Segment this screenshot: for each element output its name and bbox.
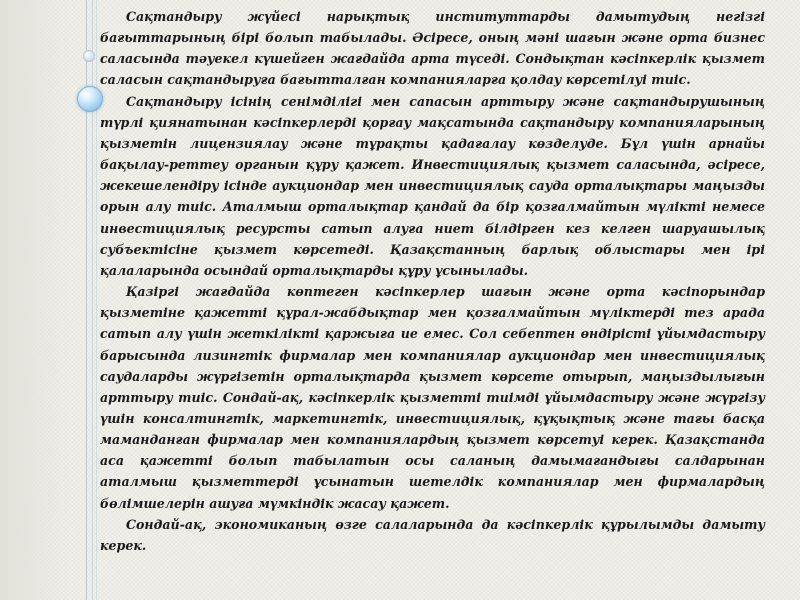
text-body [100, 6, 765, 556]
slide-left-band [0, 0, 70, 600]
paragraph-4: Сондай-ақ, экономиканың өзге салаларында да кәсіпкерлік құрылымды дамыту керек. [100, 516, 765, 553]
paragraph-2: Сақтандыру ісінің сенімділігі мен сапасын арттыру және сақтандырушының түрлі қиянатынан кәсіпкерлерді қорғау мақсатында сақтандыру компанияларының қызметін лицензиялау және тұрақты қадағалау көзделуде. Бұл үшін арнайы бақылау-реттеу органын құру қажет. Инвестициялық қызмет саласында, әсіресе, жекешелендіру ісінде аукциондар мен инвестициялық сауда орталықтары маңызды орын алу тиіс. Аталмыш орталықтар қандай да бір қозғалмайтын мүлікті немесе инвестициялық ресурсты сатып алуға ниет білдірген кез келген шаруашылық субъектісіне қызмет көрсетеді. Қазақстанның барлық облыстары мен ірі қалаларында осындай орталықтарды құру ұсынылады. [100, 93, 765, 278]
paragraph-3: Қазіргі жағдайда көптеген кәсіпкерлер шағын және орта кәсіпорындар қызметіне қажетті құрал-жабдықтар мен қозғалмайтын мүліктерді тез арада сатып алу үшін жеткілікті қаржыға ие емес. Сол себептен өндірісті ұйымдастыру барысында лизингтік фирмалар мен компаниялар аукциондар мен инвестициялық саудаларды жүргізетін орталықтарда қызмет көрсете отырып, маңыздылығын арттыру тиіс. Сондай-ақ, кәсіпкерлік қызметті тиімді ұйымдастыру және жүргізу үшін консалтингтік, маркетингтік, инвестициялық, құқықтық және тағы басқа маманданған фирмалар мен компаниялардың қызмет көрсетуі керек. Қазақстанда аса қажетті болып табылатын осы саланың дамымағандығы салдарынан аталмыш қызметтерді ұсынатын шетелдік компаниялар мен фирмалардың бөлімшелерін ашуға мүмкіндік жасау қажет. [100, 284, 765, 511]
paragraph-1: Сақтандыру жүйесі нарықтық институттарды дамытудың негізгі бағыттарының бірі болып табылады. Әсіресе, оның мәні шағын және орта бизнес саласында тәуекел күшейген жағдайда арта түседі. Сондықтан кәсіпкерлік қызмет саласын сақтандыруға бағытталған компанияларға қолдау көрсетілуі тиіс. [100, 9, 765, 88]
bubble-small-icon [83, 50, 95, 62]
